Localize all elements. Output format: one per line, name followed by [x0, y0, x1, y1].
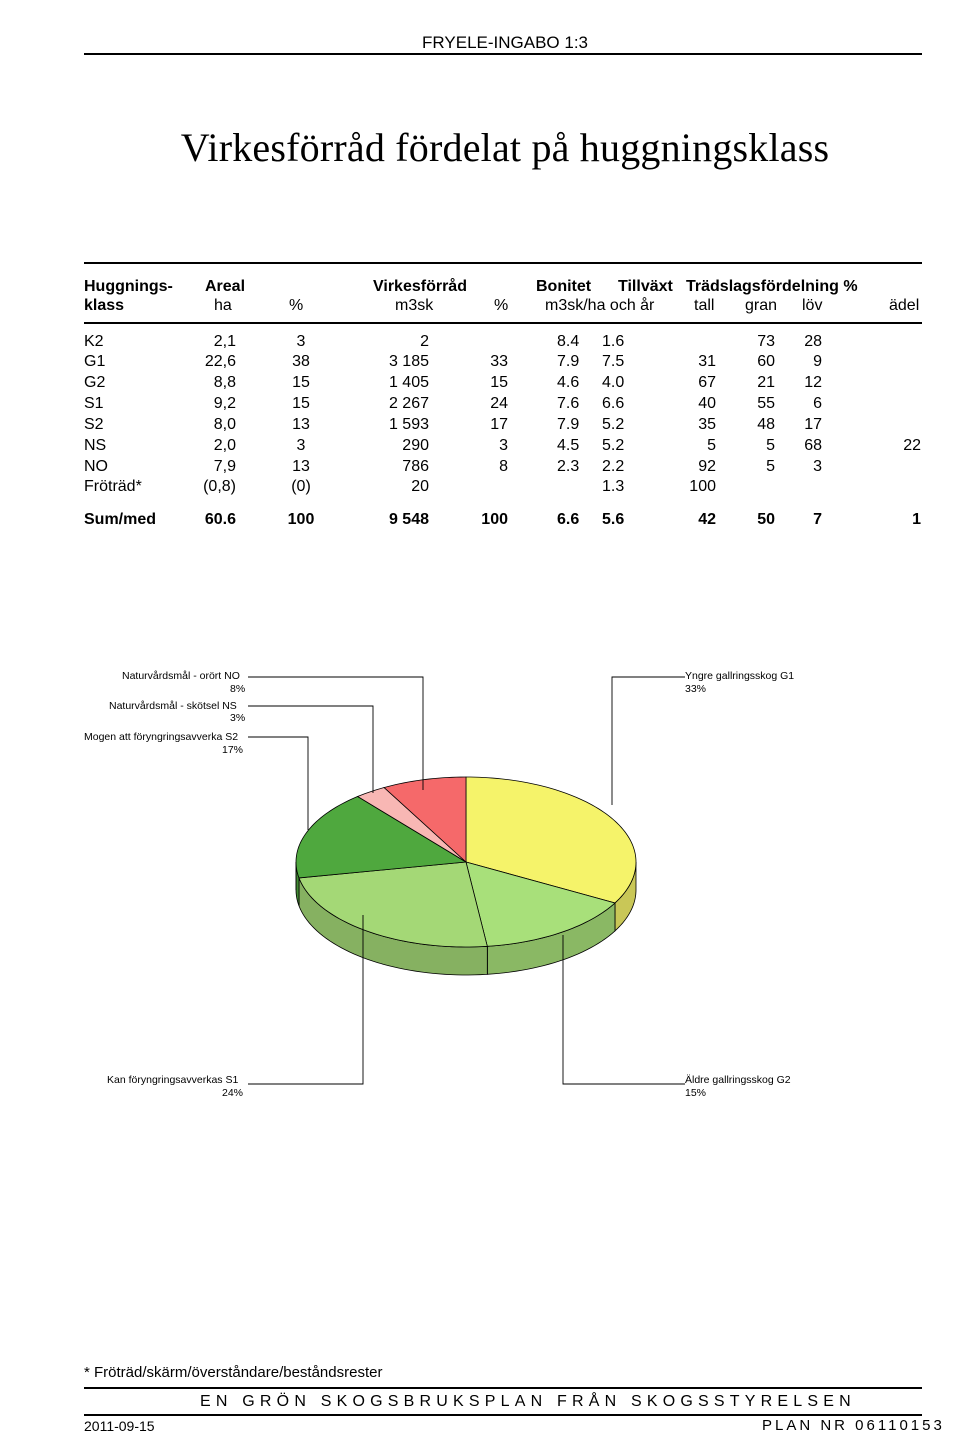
- cell-areal-pct: 3: [296, 333, 306, 350]
- footer-date: 2011-09-15: [84, 1418, 155, 1434]
- cell-bonitet: 4.6: [557, 374, 580, 391]
- cell-lov: 17: [804, 416, 822, 433]
- col-head-m3sk: m3sk: [395, 297, 434, 314]
- cell-gran: 21: [757, 374, 775, 391]
- cell-volume-pct: 33: [490, 353, 508, 370]
- cell-bonitet: 7.6: [557, 395, 580, 412]
- cell-areal-pct: 13: [292, 458, 310, 475]
- cell-lov: 9: [813, 353, 822, 370]
- pie-label-g1: Yngre gallringsskog G1: [685, 670, 795, 682]
- pie-label-ns: Naturvårdsmål - skötsel NS: [109, 700, 237, 712]
- cell-gran: 73: [757, 333, 775, 350]
- cell-tillvaxt: 5.2: [602, 437, 625, 454]
- footer-rule: [84, 1387, 922, 1389]
- pie-leader-line-3: [612, 677, 685, 805]
- cell-areal-pct: 15: [292, 374, 310, 391]
- cell-tillvaxt: 2.2: [602, 458, 625, 475]
- pie-pct-no: 8%: [230, 683, 246, 695]
- cell-volume: 1 593: [388, 416, 429, 433]
- sum-tall: 42: [698, 511, 716, 528]
- pie-label-g2: Äldre gallringsskog G2: [685, 1074, 791, 1086]
- footer-rule-2: [84, 1414, 922, 1416]
- sum-volume: 9 548: [388, 511, 429, 528]
- cell-areal-pct: 15: [292, 395, 310, 412]
- cell-volume: 1 405: [388, 374, 429, 391]
- sum-klass: Sum/med: [84, 511, 157, 528]
- cell-volume: 290: [402, 437, 429, 454]
- cell-gran: 5: [766, 437, 775, 454]
- cell-klass: G2: [84, 374, 106, 391]
- cell-volume: 3 185: [388, 353, 429, 370]
- cell-bonitet: 7.9: [557, 353, 580, 370]
- footnote: * Fröträd/skärm/överståndare/beståndsrester: [84, 1364, 383, 1381]
- col-head-tall: tall: [694, 297, 715, 314]
- property-name: FRYELE-INGABO 1:3: [422, 33, 588, 52]
- col-head-areal: Areal: [205, 278, 246, 295]
- cell-tall: 35: [698, 416, 716, 433]
- cell-tall: 100: [689, 478, 716, 495]
- col-head-tradslag: Trädslagsfördelning %: [686, 278, 858, 295]
- col-head-pct-area: %: [289, 297, 304, 314]
- cell-tillvaxt: 7.5: [602, 353, 625, 370]
- cell-tillvaxt: 1.6: [602, 333, 625, 350]
- cell-volume-pct: 17: [490, 416, 508, 433]
- pie-pct-ns: 3%: [230, 712, 246, 724]
- cell-volume: 2: [420, 333, 429, 350]
- cell-gran: 48: [757, 416, 775, 433]
- pie-pct-s2: 17%: [222, 744, 244, 756]
- cell-areal: 22,6: [204, 353, 236, 370]
- sum-bonitet: 6.6: [557, 511, 580, 528]
- col-head-klass: Huggnings-: [84, 278, 173, 295]
- pie-label-s2: Mogen att föryngringsavverka S2: [84, 731, 239, 743]
- pie-leader-line-0: [248, 677, 423, 790]
- cell-tall: 67: [698, 374, 716, 391]
- cell-areal: 8,0: [213, 416, 236, 433]
- pie-pct-g2: 15%: [685, 1087, 707, 1099]
- cell-tillvaxt: 4.0: [602, 374, 625, 391]
- sum-volume-pct: 100: [481, 511, 508, 528]
- footer-banner: EN GRÖN SKOGSBRUKSPLAN FRÅN SKOGSSTYRELSEN: [200, 1393, 856, 1410]
- sum-areal: 60.6: [204, 511, 236, 528]
- cell-bonitet: 2.3: [557, 458, 580, 475]
- cell-lov: 6: [813, 395, 822, 412]
- pie-leader-line-5: [563, 935, 685, 1084]
- cell-tall: 92: [698, 458, 716, 475]
- cell-klass: NO: [84, 458, 108, 475]
- col-head-virke: Virkesförråd: [373, 278, 467, 295]
- sum-adel: 1: [912, 511, 921, 528]
- pie-leader-line-1: [248, 706, 373, 793]
- cell-volume-pct: 24: [490, 395, 508, 412]
- sum-tillvaxt: 5.6: [602, 511, 625, 528]
- page-title: Virkesförråd fördelat på huggningsklass: [180, 125, 830, 170]
- cell-bonitet: 8.4: [557, 333, 580, 350]
- col-head-lov: löv: [802, 297, 823, 314]
- cell-volume-pct: 8: [499, 458, 508, 475]
- cell-klass: S1: [84, 395, 104, 412]
- pie-label-no: Naturvårdsmål - orört NO: [122, 670, 240, 682]
- col-head-growth-unit: m3sk/ha och år: [545, 297, 655, 314]
- cell-volume: 2 267: [388, 395, 429, 412]
- cell-gran: 5: [766, 458, 775, 475]
- cell-lov: 28: [804, 333, 822, 350]
- cell-tillvaxt: 6.6: [602, 395, 625, 412]
- col-head-adel: ädel: [889, 297, 920, 314]
- cell-volume-pct: 15: [490, 374, 508, 391]
- cell-klass: S2: [84, 416, 104, 433]
- cell-gran: 55: [757, 395, 775, 412]
- cell-areal: 2,0: [213, 437, 236, 454]
- cell-klass: NS: [84, 437, 107, 454]
- sum-areal-pct: 100: [287, 511, 315, 528]
- col-head-klass-2: klass: [84, 297, 125, 314]
- cell-lov: 3: [813, 458, 822, 475]
- pie-leader-line-2: [248, 737, 308, 830]
- cell-adel: 22: [903, 437, 921, 454]
- cell-tall: 31: [698, 353, 716, 370]
- cell-areal-pct: 38: [292, 353, 310, 370]
- cell-klass: Fröträd*: [84, 478, 142, 495]
- cell-areal: 9,2: [213, 395, 236, 412]
- cell-klass: K2: [84, 333, 104, 350]
- col-head-pct-volume: %: [494, 297, 509, 314]
- cell-klass: G1: [84, 353, 106, 370]
- cell-bonitet: 4.5: [557, 437, 580, 454]
- cell-areal: (0,8): [203, 478, 236, 495]
- cell-tillvaxt: 5.2: [602, 416, 625, 433]
- cell-volume: 20: [411, 478, 429, 495]
- cell-areal-pct: (0): [291, 478, 311, 495]
- col-head-bonitet: Bonitet: [536, 278, 592, 295]
- col-head-tillvaxt: Tillväxt: [618, 278, 673, 295]
- footer-plan-number: PLAN NR 06110153: [762, 1417, 945, 1434]
- cell-gran: 60: [757, 353, 775, 370]
- cell-areal-pct: 3: [296, 437, 306, 454]
- cell-lov: 68: [804, 437, 822, 454]
- pie-pct-g1: 33%: [685, 683, 707, 695]
- cell-areal-pct: 13: [292, 416, 310, 433]
- sum-lov: 7: [813, 511, 822, 528]
- col-head-ha: ha: [214, 297, 232, 314]
- cell-lov: 12: [804, 374, 822, 391]
- cell-areal: 2,1: [213, 333, 236, 350]
- cell-tall: 40: [698, 395, 716, 412]
- cell-volume-pct: 3: [499, 437, 508, 454]
- pie-pct-s1: 24%: [222, 1087, 244, 1099]
- cell-tall: 5: [707, 437, 716, 454]
- cell-tillvaxt: 1.3: [602, 478, 625, 495]
- cell-volume: 786: [402, 458, 429, 475]
- sum-gran: 50: [757, 511, 775, 528]
- cell-areal: 8,8: [213, 374, 236, 391]
- col-head-gran: gran: [745, 297, 778, 314]
- pie-label-s1: Kan föryngringsavverkas S1: [107, 1074, 239, 1086]
- cell-areal: 7,9: [213, 458, 236, 475]
- cell-bonitet: 7.9: [557, 416, 580, 433]
